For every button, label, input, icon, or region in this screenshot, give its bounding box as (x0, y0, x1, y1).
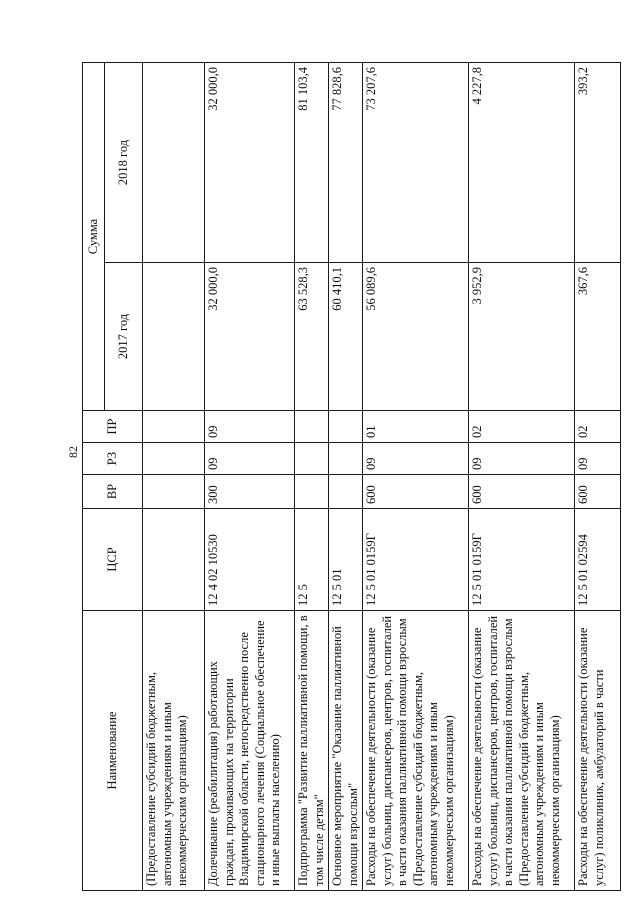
row-pr (329, 411, 363, 443)
row-2018: 32 000,0 (205, 63, 295, 263)
table-row (143, 63, 205, 891)
row-vr (143, 475, 205, 509)
row-2018: 73 207,6 (363, 63, 469, 263)
header-name: Наименование (83, 611, 143, 891)
row-2018: 81 103,4 (295, 63, 329, 263)
header-2017: 2017 год (105, 263, 143, 411)
row-pr: 02 (469, 411, 575, 443)
row-pr: 01 (363, 411, 469, 443)
row-rz: 09 (363, 443, 469, 475)
header-2018: 2018 год (105, 63, 143, 263)
row-name: (Предоставление субсидий бюджетным, автономным учреждениям и иным некоммерческим организациям) (143, 611, 205, 891)
row-2017: 60 410,1 (329, 263, 363, 411)
row-name: Основное мероприятие "Оказание паллиативной помощи взрослым" (329, 611, 363, 891)
table-row (363, 63, 469, 891)
table-row (469, 63, 575, 891)
table-row (329, 63, 363, 891)
header-pr: ПР (83, 411, 143, 443)
rotated-budget-table-container (82, 63, 618, 891)
header-sum: Сумма (83, 63, 105, 411)
row-rz (329, 443, 363, 475)
row-2017 (143, 263, 205, 411)
row-2018: 393,2 (575, 63, 621, 263)
row-name: Долечивание (реабилитация) работающих граждан, проживающих на территории Владимирской области, непосредственно после стационарного лечения (Социальное обеспечение и иные выплаты населению) (205, 611, 295, 891)
row-csr: 12 5 (295, 509, 329, 611)
table-row (205, 63, 295, 891)
header-csr: ЦСР (83, 509, 143, 611)
row-name: Расходы на обеспечение деятельности (оказание услуг) больниц, диспансеров, центров, госпиталей в части оказания паллиативной помощи взрослым (Предоставление субсидий бюджетным, автономным учреждениям и иным некоммерческим организациям) (363, 611, 469, 891)
table-row (575, 63, 621, 891)
header-row-1 (83, 63, 105, 891)
page-number: 82 (66, 446, 80, 458)
row-rz (295, 443, 329, 475)
row-csr: 12 5 01 0159Г (469, 509, 575, 611)
row-csr (143, 509, 205, 611)
row-csr: 12 5 01 (329, 509, 363, 611)
row-csr: 12 4 02 10530 (205, 509, 295, 611)
row-pr: 09 (205, 411, 295, 443)
row-2017: 32 000,0 (205, 263, 295, 411)
row-name: Расходы на обеспечение деятельности (оказание услуг) больниц, диспансеров, центров, госпиталей в части оказания паллиативной помощи взрослым (Предоставление субсидий бюджетным, автономным учреждениям и иным некоммерческим организациям) (469, 611, 575, 891)
row-pr (295, 411, 329, 443)
row-2018 (143, 63, 205, 263)
row-vr: 600 (469, 475, 575, 509)
header-rz: РЗ (83, 443, 143, 475)
row-rz: 09 (575, 443, 621, 475)
row-name: Расходы на обеспечение деятельности (оказание услуг) поликлиник, амбулаторий в части (575, 611, 621, 891)
row-vr (329, 475, 363, 509)
row-vr: 300 (205, 475, 295, 509)
row-2018: 4 227,8 (469, 63, 575, 263)
row-2018: 77 828,6 (329, 63, 363, 263)
row-csr: 12 5 01 02594 (575, 509, 621, 611)
row-pr (143, 411, 205, 443)
row-csr: 12 5 01 0159Г (363, 509, 469, 611)
row-2017: 56 089,6 (363, 263, 469, 411)
row-vr: 600 (575, 475, 621, 509)
row-2017: 367,6 (575, 263, 621, 411)
row-pr: 02 (575, 411, 621, 443)
row-vr (295, 475, 329, 509)
row-2017: 3 952,9 (469, 263, 575, 411)
header-vr: ВР (83, 475, 143, 509)
row-name: Подпрограмма "Развитие паллиативной помощи, в том числе детям" (295, 611, 329, 891)
table-row (295, 63, 329, 891)
row-rz: 09 (469, 443, 575, 475)
row-2017: 63 528,3 (295, 263, 329, 411)
row-vr: 600 (363, 475, 469, 509)
budget-table (82, 62, 621, 891)
row-rz (143, 443, 205, 475)
row-rz: 09 (205, 443, 295, 475)
